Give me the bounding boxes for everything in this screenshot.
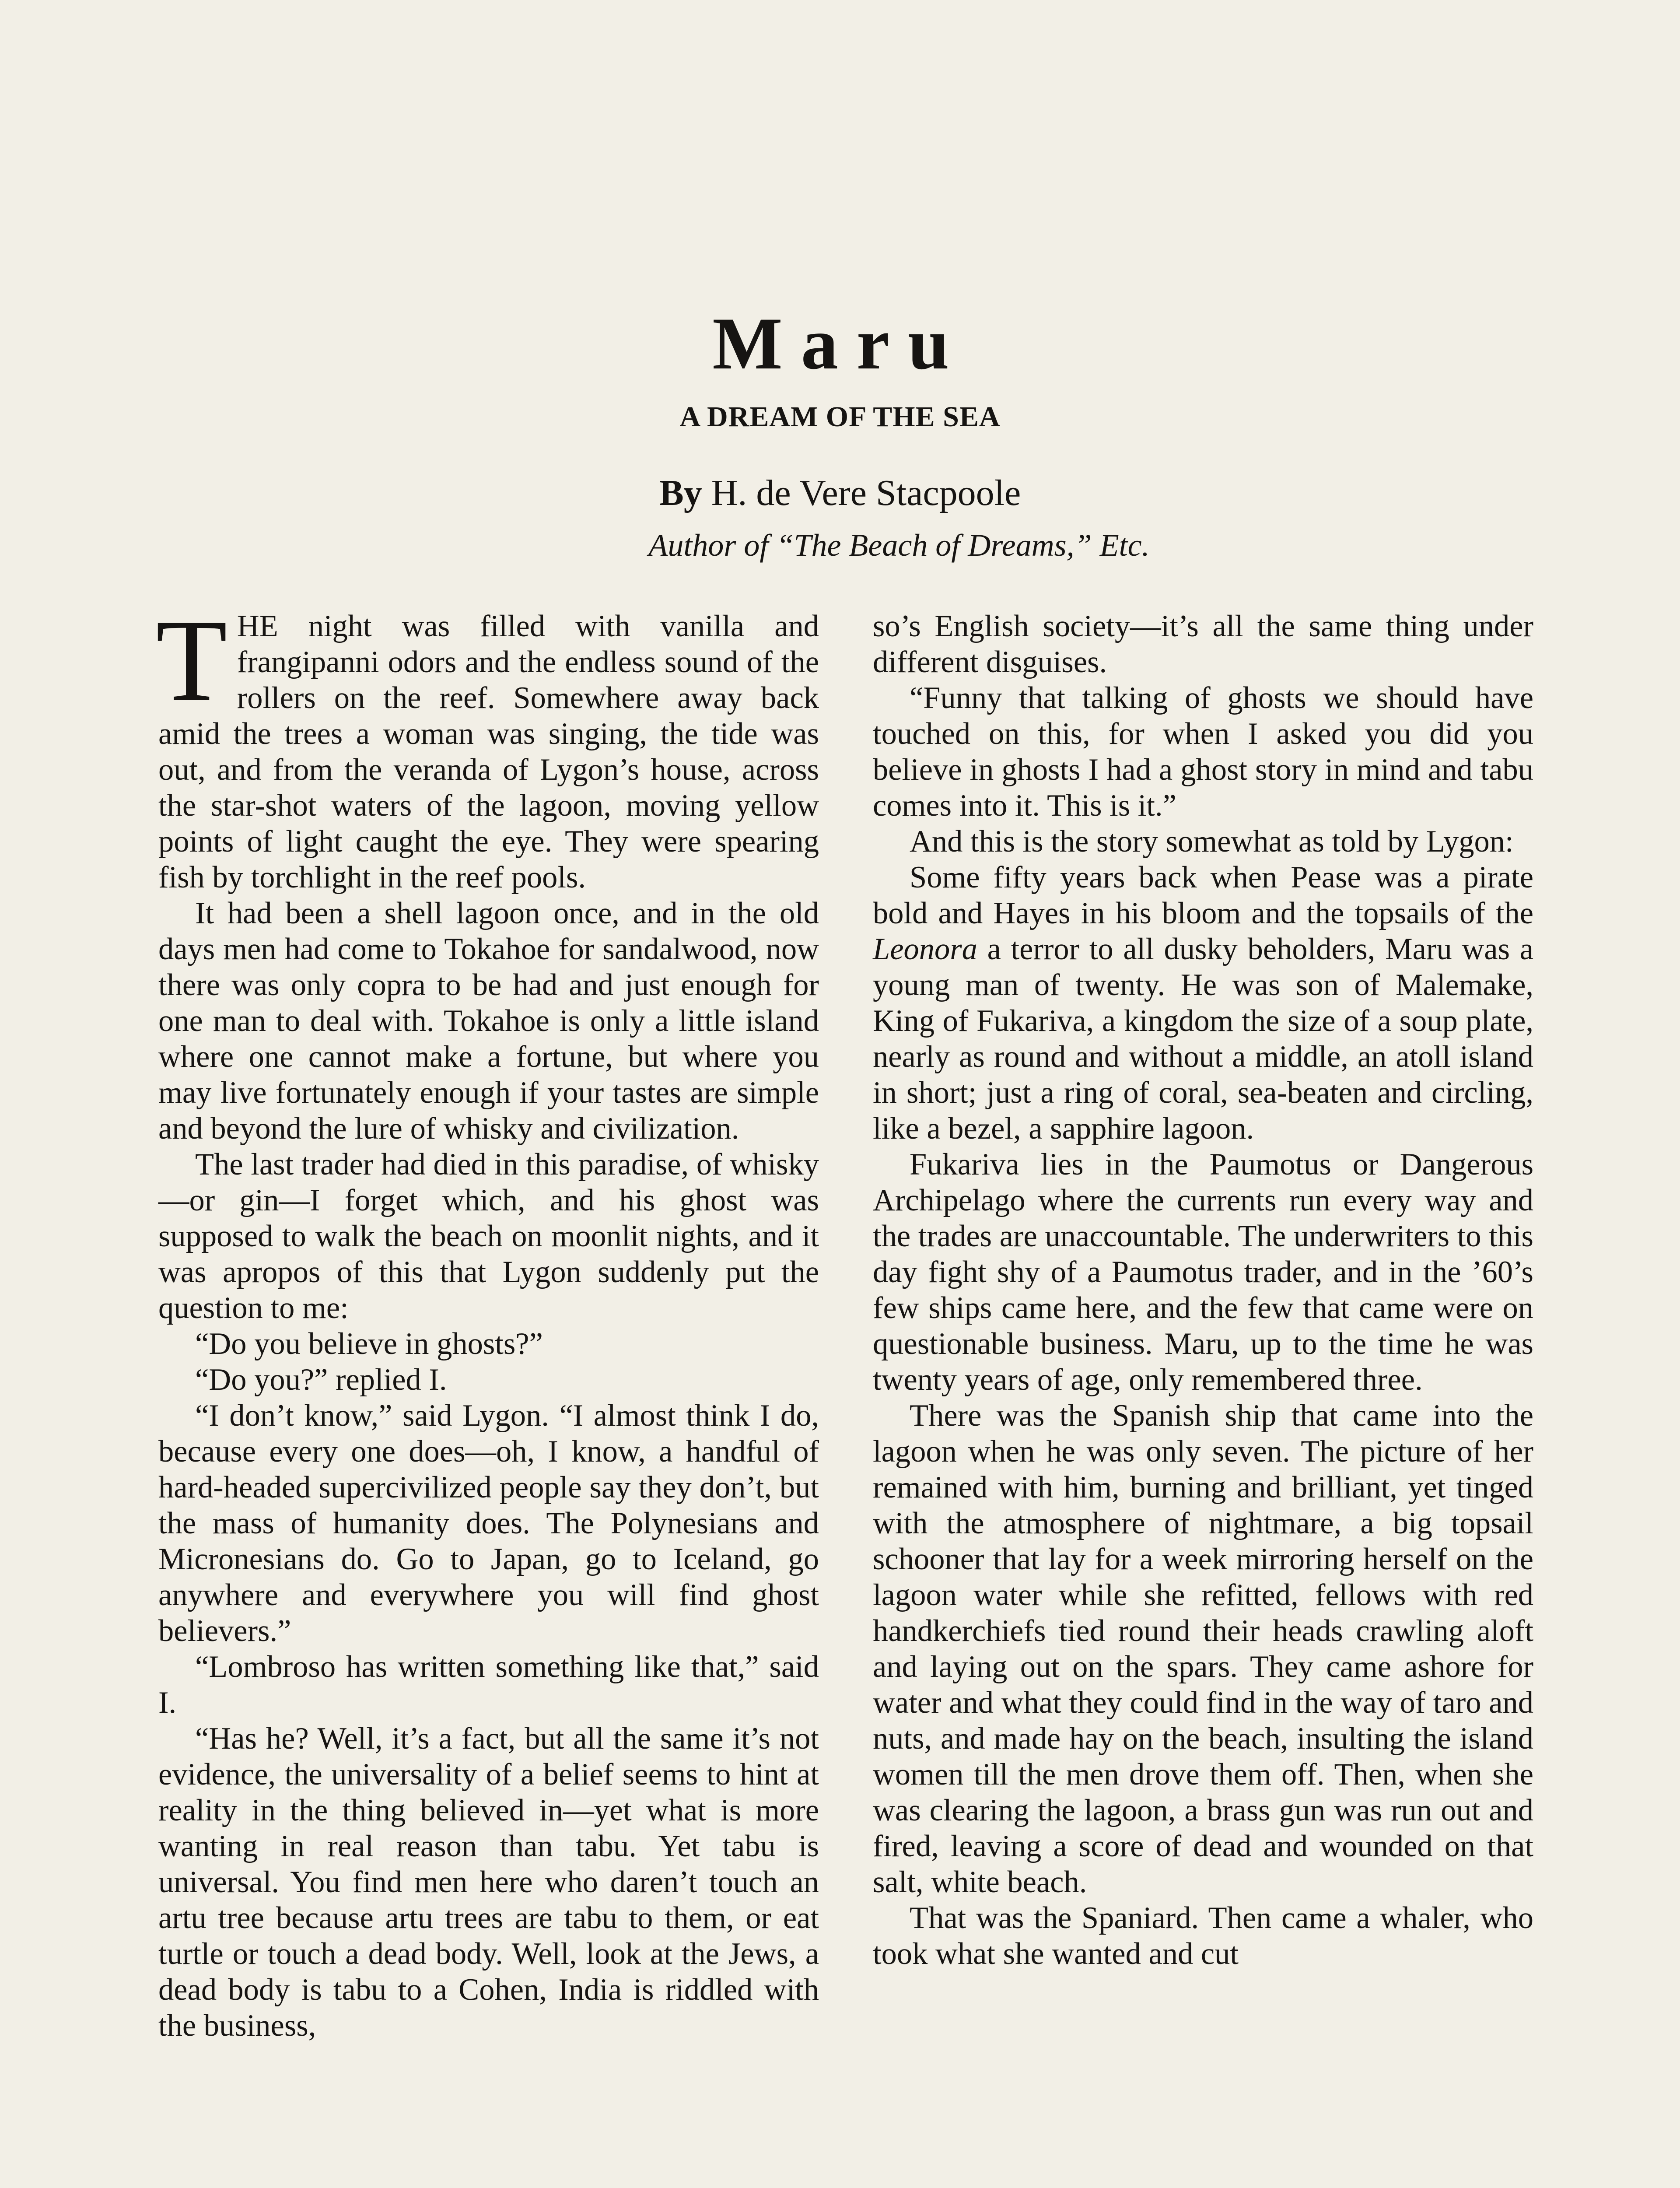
paragraph: There was the Spanish ship that came into the lagoon when he was only seven. The picture of her remained with him, burning and brilliant, yet tinged with the atmosphere of nightmare, a big topsail schooner that lay for a week mirroring herself on the lagoon water while she refitted, fellows with red handkerchiefs tied round their heads crawling aloft and laying out on the spars. They came ashore for water and what they could find in the way of taro and nuts, and made hay on the beach, insulting the island women till the men drove them off. Then, when she was clearing the lagoon, a brass gun was run out and fired, leaving a score of dead and wounded on that salt, white beach. [873,1399,1533,1899]
paragraph: It had been a shell lagoon once, and in the old days men had come to Tokahoe for sandalwood, now there was only copra to be had and just enough for one man to deal with. Tokahoe is only a little island where one cannot make a fortune, but where you may live fortunately enough if your tastes are simple and beyond the lure of whisky and civilization. [158,896,819,1146]
author-name: H. de Vere Stacpoole [711,473,1021,513]
paragraph [156,595,819,895]
paragraph: “Do you?” replied I. [195,1363,447,1397]
paragraph: “Do you believe in ghosts?” [195,1327,543,1361]
article-subtitle: A DREAM OF THE SEA [679,401,1001,433]
paragraph: The last trader had died in this paradise, of whisky—or gin—I forget which, and his ghost was supposed to walk the beach on moonlit nights, and it was apropos of this that Lygon suddenly put the question to me: [158,1147,819,1325]
text-column-right [873,608,1533,1972]
paragraph: That was the Spaniard. Then came a whaler, who took what she wanted and cut [873,1901,1533,1971]
byline [0,475,1680,512]
drop-cap: T [156,595,228,725]
paragraph: And this is the story somewhat as told by Lygon: [910,824,1514,859]
byline-by: By [659,473,702,513]
ship-name: Leonora [873,932,977,966]
article-title: Maru [712,302,968,385]
paragraph: so’s English society—it’s all the same thing under different disguises. [873,609,1533,679]
paragraph: “I don’t know,” said Lygon. “I almost think I do, because every one does—oh, I know, a handful of hard-headed supercivilized people say they don’t, but the mass of humanity does. The Polynesians and Micronesians do. Go to Japan, go to Iceland, go anywhere and everywhere you will find ghost believers.” [158,1399,819,1648]
paragraph [873,859,1533,1147]
paragraph-text: HE night was filled with vanilla and frangipanni odors and the endless sound of the rollers on the reef. Somewhere away back amid the trees a woman was singing, the tide was out, and from the veranda of Lygon’s house, across the star-shot waters of the lagoon, moving yellow points of light caught the eye. They were spearing fish by torchlight in the reef pools. [158,609,819,894]
paragraph: “Lombroso has written something like that,” said I. [158,1650,819,1720]
paragraph-text: Some fifty years back when Pease was a pirate bold and Hayes in his bloom and the topsails of the [873,860,1533,930]
paragraph: “Has he? Well, it’s a fact, but all the same it’s not evidence, the universality of a belief seems to hint at reality in the thing believed in—yet what is more wanting in real reason than tabu. Yet tabu is universal. You find men here who daren’t touch an artu tree because artu trees are tabu to them, or eat turtle or touch a dead body. Well, look at the Jews, a dead body is tabu to a Cohen, India is riddled with the business, [158,1722,819,2043]
text-column-left [156,595,819,2044]
paragraph: “Funny that talking of ghosts we should have touched on this, for when I asked you did you believe in ghosts I had a ghost story in mind and tabu comes into it. This is it.” [873,681,1533,823]
paragraph-text: a terror to all dusky beholders, Maru was a young man of twenty. He was son of Malemake, King of Fukariva, a kingdom the size of a soup plate, nearly as round and without a middle, an atoll island in short; just a ring of coral, sea-beaten and circling, like a bezel, a sapphire lagoon. [873,932,1533,1146]
author-credit: Author of “The Beach of Dreams,” Etc. [648,528,1150,563]
paragraph: Fukariva lies in the Paumotus or Dangerous Archipelago where the currents run every way and the trades are unaccountable. The underwriters to this day fight shy of a Paumotus trader, and in the ’60’s few ships came here, and the few that came were on questionable business. Maru, up to the time he was twenty years of age, only remembered three. [873,1147,1533,1397]
